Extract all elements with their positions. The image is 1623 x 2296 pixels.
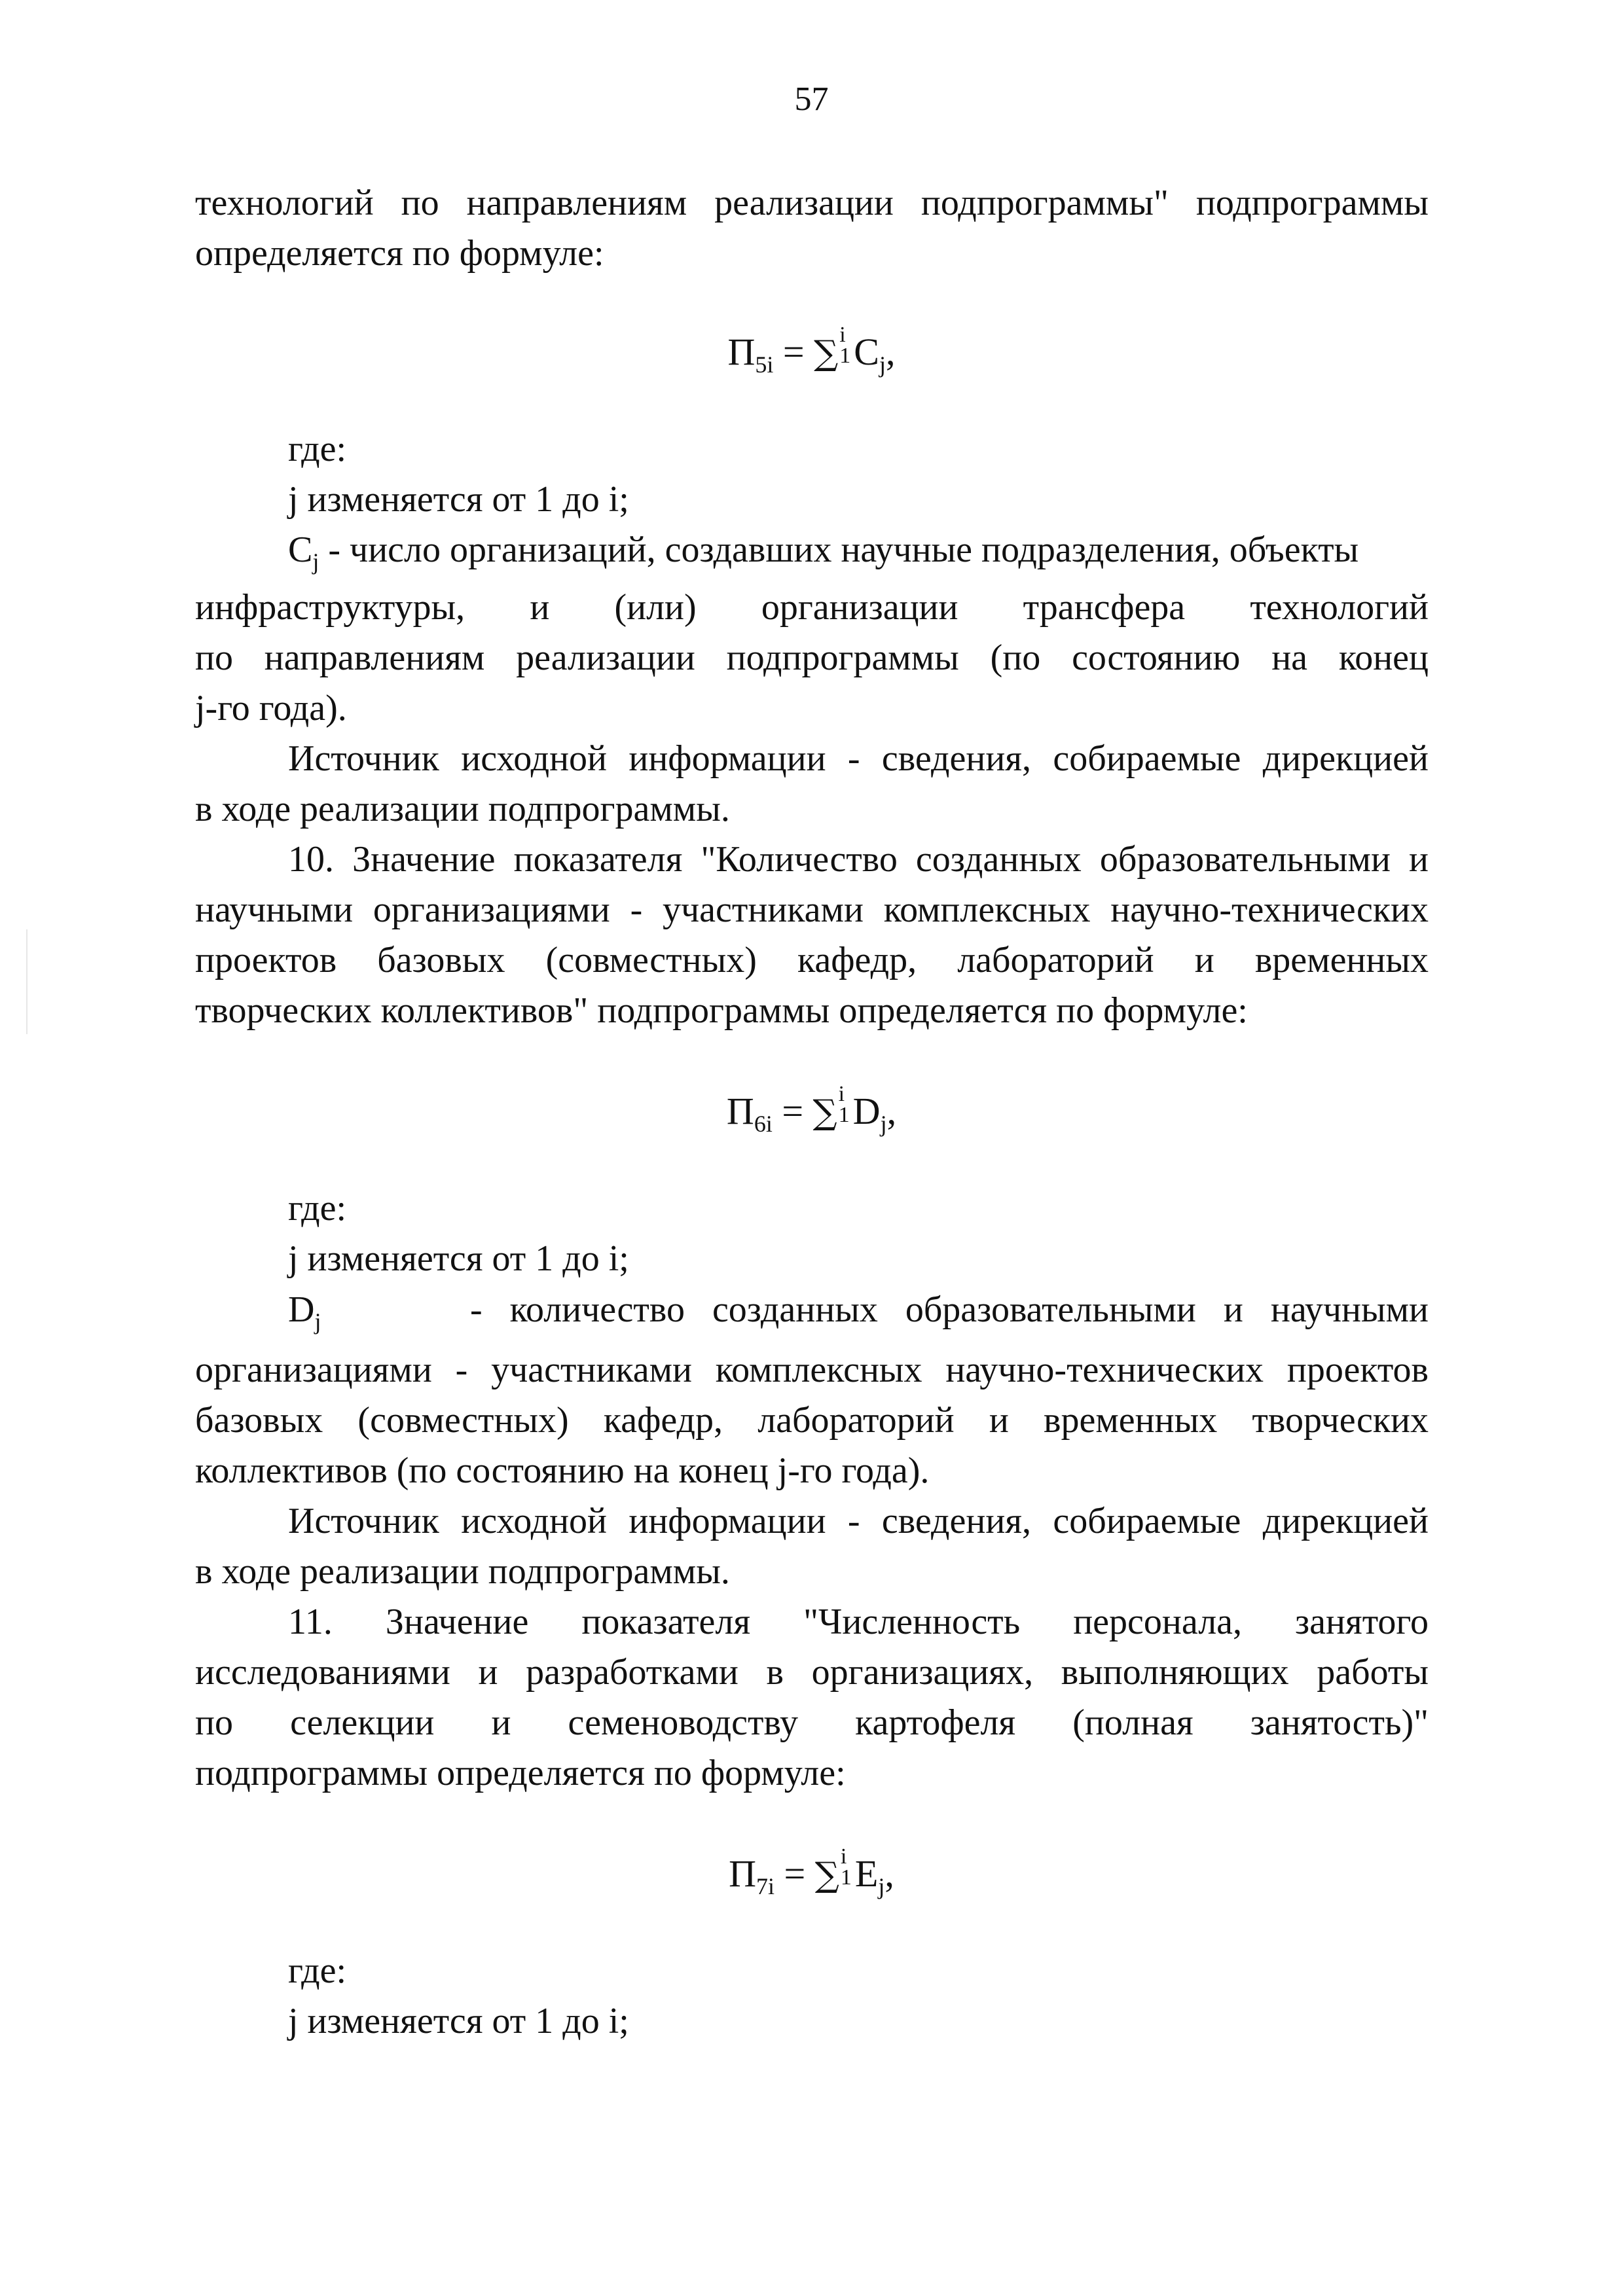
paragraph-line: определяется по формуле:: [195, 233, 604, 274]
formula-variable-subscript: j: [880, 1111, 887, 1137]
sum-upper-limit: i: [839, 323, 846, 347]
formula-p6i: [0, 1082, 1623, 1139]
formula-lhs: П: [726, 1090, 754, 1132]
index-range: j изменяется от 1 до i;: [288, 2001, 629, 2041]
sum-limits: [839, 1844, 855, 1892]
formula-lhs: П: [727, 331, 756, 373]
sum-upper-limit: i: [838, 1082, 845, 1106]
formula-lhs-subscript: 6i: [754, 1111, 773, 1137]
definition-variable: $D_j$: [288, 1289, 321, 1335]
formula-variable-subscript: j: [879, 351, 886, 378]
sum-symbol: ∑: [812, 1093, 837, 1132]
where-label: где:: [288, 429, 347, 469]
formula-lhs: П: [729, 1852, 757, 1895]
scan-edge-mark: [26, 929, 27, 1034]
formula-tail: ,: [884, 1852, 894, 1895]
paragraph-line: по селекции и семеноводству картофеля (полная занятость)": [195, 1702, 1429, 1743]
variable-definition: [288, 525, 1429, 575]
formula-variable-subscript: j: [878, 1873, 885, 1899]
formula-variable: D: [852, 1090, 881, 1132]
formula-equals: =: [773, 331, 814, 373]
paragraph-line: базовых (совместных) кафедр, лабораторий и временных творческих: [195, 1400, 1429, 1441]
paragraph-line: по направлениям реализации подпрограммы (по состоянию на конец: [195, 637, 1429, 678]
paragraph-line: коллективов (по состоянию на конец j-го года).: [195, 1450, 930, 1491]
formula-p7i: [0, 1844, 1623, 1901]
formula-variable: E: [854, 1852, 879, 1895]
paragraph-line: в ходе реализации подпрограммы.: [195, 789, 730, 829]
paragraph-line: организациями - участниками комплексных научно-технических проектов: [195, 1350, 1429, 1390]
page-number: 57: [794, 81, 829, 118]
sum-symbol: ∑: [814, 1856, 839, 1895]
formula-equals: =: [772, 1090, 813, 1132]
paragraph-line: технологий по направлениям реализации подпрограммы" подпрограммы: [195, 183, 1429, 223]
formula-lhs-subscript: 5i: [755, 351, 774, 378]
formula-p5i: [0, 323, 1623, 380]
sum-symbol: ∑: [814, 334, 839, 373]
sum-lower-limit: 1: [839, 344, 851, 368]
formula-equals: =: [775, 1852, 815, 1895]
paragraph-line: Источник исходной информации - сведения, собираемые дирекцией: [288, 1501, 1429, 1541]
paragraph-line: Источник исходной информации - сведения, собираемые дирекцией: [288, 738, 1429, 779]
formula-tail: ,: [886, 1090, 897, 1132]
paragraph-line: j-го года).: [195, 688, 347, 728]
sum-limits: [837, 1082, 853, 1129]
sum-upper-limit: i: [840, 1844, 847, 1869]
index-range: j изменяется от 1 до i;: [288, 1238, 629, 1279]
paragraph-line: в ходе реализации подпрограммы.: [195, 1551, 730, 1592]
paragraph-line: проектов базовых (совместных) кафедр, лабораторий и временных: [195, 940, 1429, 980]
where-label: где:: [288, 1188, 347, 1229]
sum-limits: [838, 323, 854, 370]
formula-lhs-subscript: 7i: [756, 1873, 775, 1899]
formula-variable: C: [854, 331, 879, 373]
index-range: j изменяется от 1 до i;: [288, 479, 629, 520]
sum-lower-limit: 1: [840, 1865, 852, 1890]
formula-tail: ,: [885, 331, 896, 373]
paragraph-line: инфраструктуры, и (или) организации трансфера технологий: [195, 587, 1429, 628]
paragraph-line: исследованиями и разработками в организациях, выполняющих работы: [195, 1652, 1429, 1693]
sum-lower-limit: 1: [838, 1103, 850, 1127]
paragraph-line: 10. Значение показателя "Количество созданных образовательными и: [288, 839, 1429, 880]
paragraph-line: подпрограммы определяется по формуле:: [195, 1753, 846, 1793]
paragraph-line: 11. Значение показателя "Численность персонала, занятого: [288, 1602, 1429, 1642]
paragraph-line: научными организациями - участниками комплексных научно-технических: [195, 889, 1429, 930]
variable-definition: [288, 1285, 1429, 1335]
definition-text: - количество созданных образовательными и научными: [451, 1289, 1429, 1330]
paragraph-line: творческих коллективов" подпрограммы определяется по формуле:: [195, 990, 1248, 1031]
where-label: где:: [288, 1950, 347, 1991]
definition-text: - число организаций, создавших научные подразделения, объекты: [319, 529, 1359, 570]
definition-variable: $C_j$: [288, 529, 319, 575]
